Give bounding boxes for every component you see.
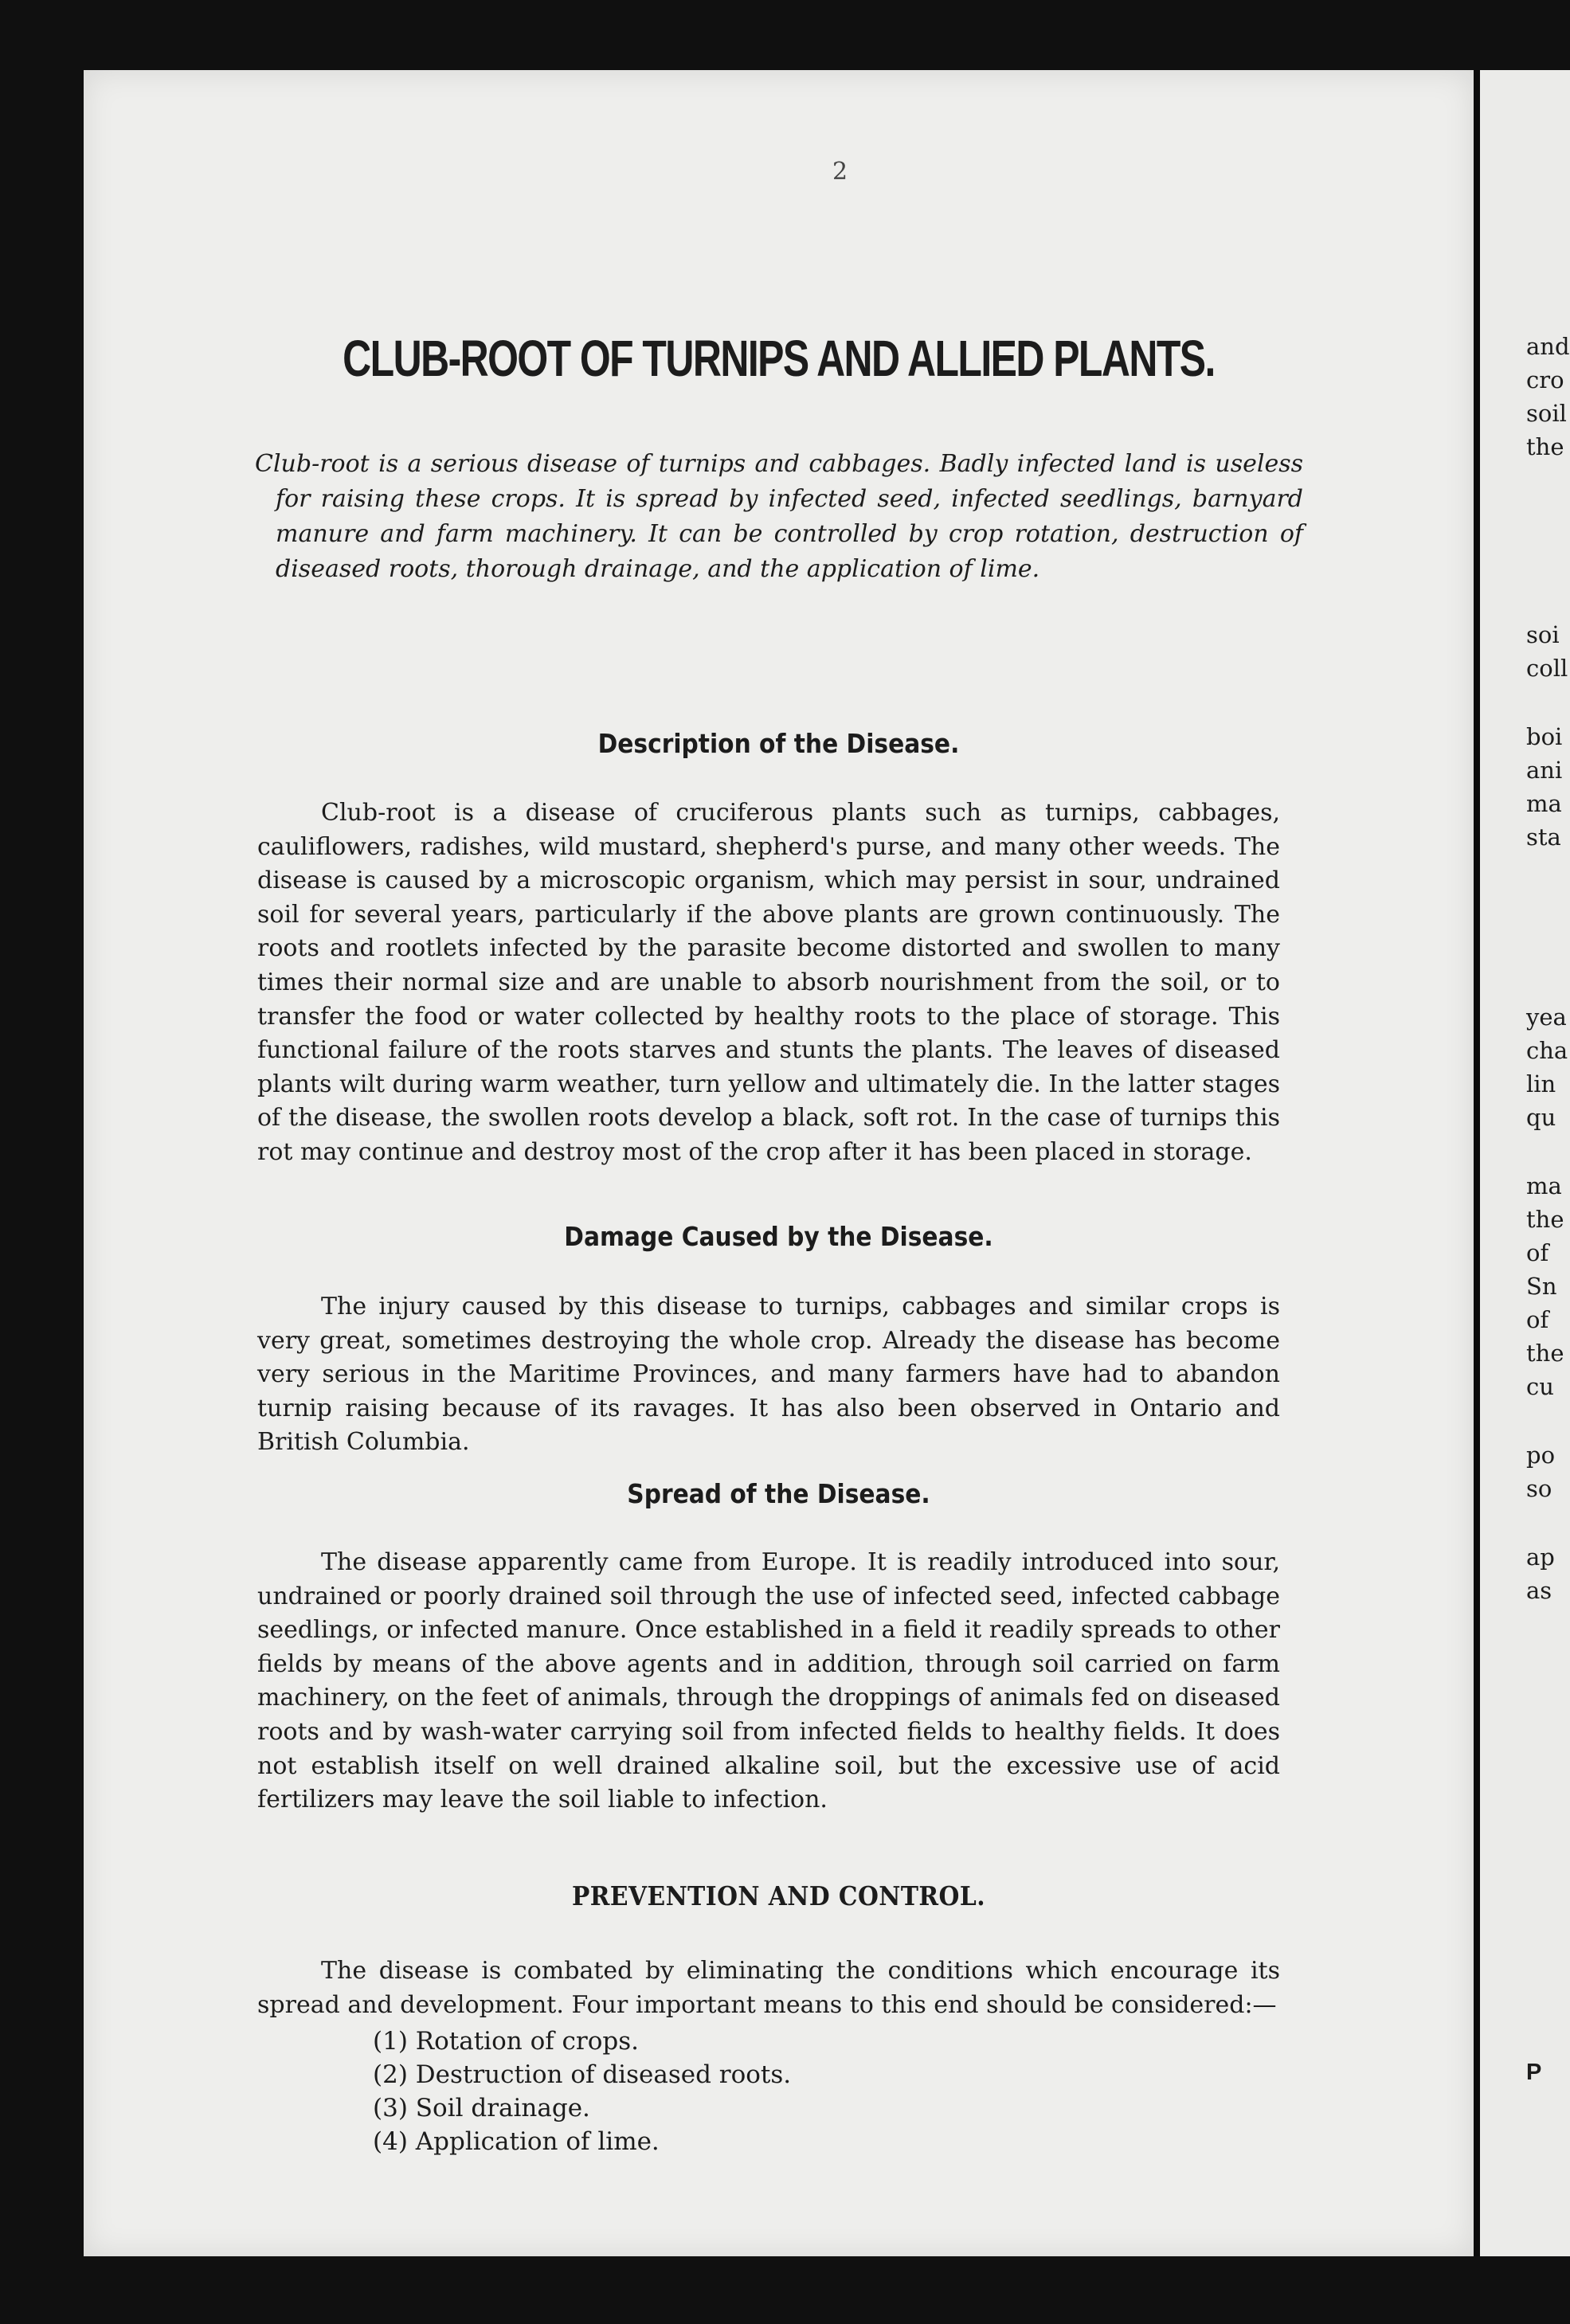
list-item: (1) Rotation of crops. [373,2027,640,2056]
text-fragment: as [1526,1577,1552,1604]
summary-paragraph: Club-root is a serious disease of turnips and cabbages. Badly infected land is useless for raising these crops. It is spread by infected seed, infected seedlings, barnyard manure and farm machinery. It can be controlled by crop rotation, destruction of diseased roots, thorough drainage, and the application of lime. [255,450,1303,583]
text-fragment: cro [1526,366,1564,393]
text-fragment: qu [1526,1104,1556,1131]
text-fragment: cha [1526,1037,1568,1064]
section-heading-description: Description of the Disease. [597,728,960,759]
text-fragment: lin [1526,1070,1556,1097]
section-body-damage: The injury caused by this disease to turnips, cabbages and similar crops is very great, sometimes destroying the whole crop. Already the disease has become very serious in the Maritime Provinces, and many farmers have had to abandon turnip raising because of its ravages. It has also been observed in Ontario and British Columbia. [257,1293,1280,1457]
list-item: (4) Application of lime. [373,2127,660,2156]
text-fragment: ap [1526,1543,1555,1571]
page-title: CLUB-ROOT OF TURNIPS AND ALLIED PLANTS. [343,330,1215,387]
text-fragment: the [1526,1340,1564,1367]
page-number: 2 [832,158,848,186]
text-fragment: and [1526,333,1570,360]
control-measures-list [373,2025,791,2158]
text-fragment: coll [1526,655,1568,682]
document-page [84,70,1474,2256]
text-fragment: ma [1526,1172,1562,1199]
text-fragment: Sn [1526,1273,1557,1300]
text-fragment: sta [1526,824,1561,851]
text-fragment: cu [1526,1373,1554,1400]
text-fragment: ani [1526,757,1563,784]
section-heading-damage: Damage Caused by the Disease. [564,1221,993,1252]
section-body-spread: The disease apparently came from Europe. It is readily introduced into sour, undrained or poorly drained soil through the use of infected seed, infected cabbage seedlings, or infected manure. Once established in a field it readily spreads to other fields by means of the above agents and in addition, through soil carried on farm machinery, on the feet of animals, through the droppings of animals fed on diseased roots and by wash-water carrying soil from infected fields to healthy fields. It does not establish itself on well drained alkaline soil, but the excessive use of acid fertilizers may leave the soil liable to infection. [257,1548,1280,1814]
adjacent-page-fragment [1480,70,1570,2256]
section-body-prevention: The disease is combated by eliminating the conditions which encourage its spread and development. Four important means to this end should be considered:— [257,1957,1280,2019]
text-fragment: so [1526,1475,1552,1502]
section-body-description: Club-root is a disease of cruciferous plants such as turnips, cabbages, cauliflowers, radishes, wild mustard, shepherd's purse, and many other weeds. The disease is caused by a microscopic organism, which may persist in sour, undrained soil for several years, particularly if the above plants are grown continuously. The roots and rootlets infected by the parasite become distorted and swollen to many times their normal size and are unable to absorb nourishment from the soil, or to transfer the food or water collected by healthy roots to the place of storage. This functional failure of the roots starves and stunts the plants. The leaves of diseased plants wilt during warm weather, turn yellow and ultimately die. In the latter stages of the disease, the swollen roots develop a black, soft rot. In the case of turnips this rot may continue and destroy most of the crop after it has been placed in storage. [257,799,1280,1166]
page-gutter [1474,70,1480,2256]
text-fragment: po [1526,1442,1556,1469]
list-item: (3) Soil drainage. [373,2094,590,2123]
text-fragment: soil [1526,400,1567,427]
text-fragment: of [1526,1306,1549,1333]
text-fragment: boi [1526,723,1563,750]
text-fragment: P [1526,2060,1542,2085]
list-item: (2) Destruction of diseased roots. [373,2060,792,2089]
section-heading-prevention: PREVENTION AND CONTROL. [571,1880,986,1911]
text-fragment: of [1526,1239,1549,1266]
text-fragment: yea [1526,1004,1567,1031]
section-heading-spread: Spread of the Disease. [627,1478,930,1509]
text-fragment: the [1526,433,1564,460]
text-fragment: the [1526,1206,1564,1233]
text-fragment: soi [1526,621,1560,648]
text-fragment: ma [1526,790,1562,817]
